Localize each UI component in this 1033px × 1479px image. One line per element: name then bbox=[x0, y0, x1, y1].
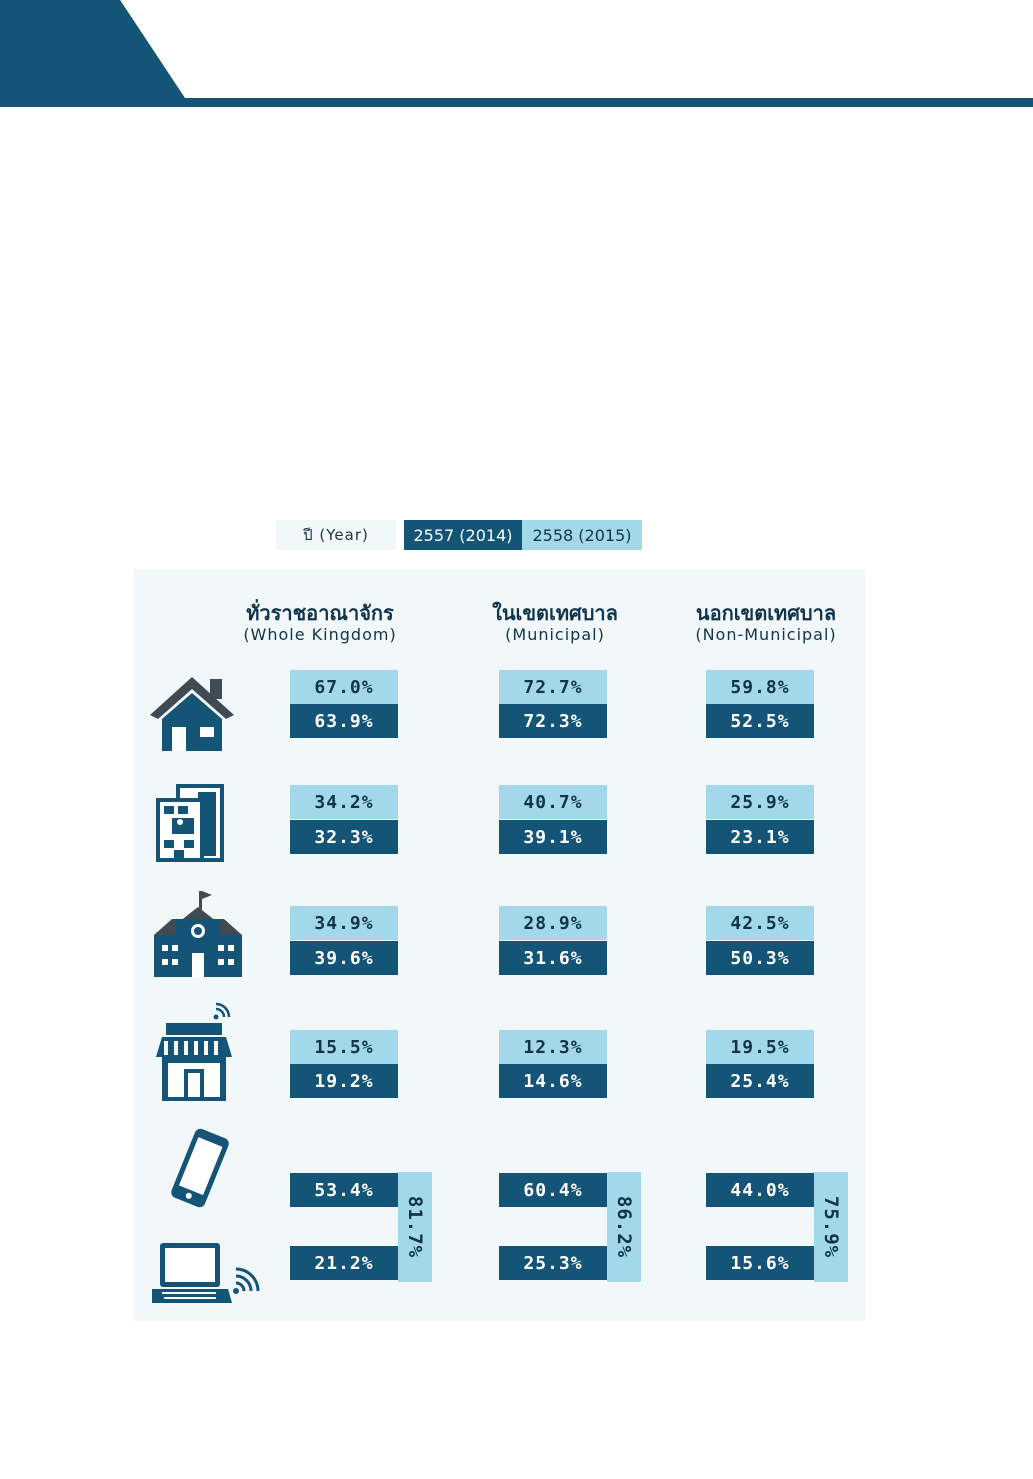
total-nonmunicipal bbox=[814, 1172, 848, 1282]
smartphone-icon bbox=[166, 1127, 238, 1211]
cell-school-nonmunicipal-2014: 42.5% bbox=[706, 906, 814, 940]
chart-panel bbox=[134, 569, 865, 1321]
cell-shop-nonmunicipal-2015: 25.4% bbox=[706, 1064, 814, 1098]
column-header-thai: ทั่วราชอาณาจักร bbox=[246, 601, 394, 625]
cell-shop-kingdom-2014: 15.5% bbox=[290, 1030, 398, 1064]
cell-house-nonmunicipal-2015: 52.5% bbox=[706, 704, 814, 738]
cell-shop-kingdom-2015: 19.2% bbox=[290, 1064, 398, 1098]
cell-office-municipal-2014: 40.7% bbox=[499, 785, 607, 819]
column-header-thai: ในเขตเทศบาล bbox=[492, 601, 618, 625]
cell-laptop-municipal: 25.3% bbox=[499, 1246, 607, 1280]
cell-house-nonmunicipal-2014: 59.8% bbox=[706, 670, 814, 704]
total-kingdom bbox=[398, 1172, 432, 1282]
cell-office-nonmunicipal-2014: 25.9% bbox=[706, 785, 814, 819]
cell-laptop-nonmunicipal: 15.6% bbox=[706, 1246, 814, 1280]
cell-office-kingdom-2015: 32.3% bbox=[290, 820, 398, 854]
school-icon bbox=[150, 889, 246, 979]
legend-year-2015: 2558 (2015) bbox=[522, 520, 642, 550]
column-header-english: (Municipal) bbox=[505, 625, 605, 644]
cell-school-nonmunicipal-2015: 50.3% bbox=[706, 941, 814, 975]
cell-shop-municipal-2015: 14.6% bbox=[499, 1064, 607, 1098]
cell-phone-nonmunicipal: 44.0% bbox=[706, 1173, 814, 1207]
cell-office-kingdom-2014: 34.2% bbox=[290, 785, 398, 819]
cell-house-municipal-2015: 72.3% bbox=[499, 704, 607, 738]
column-header-thai: นอกเขตเทศบาล bbox=[695, 601, 837, 625]
total-municipal bbox=[607, 1172, 641, 1282]
cell-house-kingdom-2014: 67.0% bbox=[290, 670, 398, 704]
total-municipal-label: 86.2% bbox=[613, 1195, 635, 1259]
cell-school-municipal-2014: 28.9% bbox=[499, 906, 607, 940]
house-icon bbox=[148, 673, 236, 753]
column-header-municipal bbox=[455, 597, 655, 644]
cell-phone-kingdom: 53.4% bbox=[290, 1173, 398, 1207]
cell-house-municipal-2014: 72.7% bbox=[499, 670, 607, 704]
cell-house-kingdom-2015: 63.9% bbox=[290, 704, 398, 738]
cell-office-municipal-2015: 39.1% bbox=[499, 820, 607, 854]
total-nonmunicipal-label: 75.9% bbox=[820, 1195, 842, 1259]
cell-phone-municipal: 60.4% bbox=[499, 1173, 607, 1207]
cell-school-kingdom-2014: 34.9% bbox=[290, 906, 398, 940]
cell-laptop-kingdom: 21.2% bbox=[290, 1246, 398, 1280]
cell-office-nonmunicipal-2015: 23.1% bbox=[706, 820, 814, 854]
cell-shop-municipal-2014: 12.3% bbox=[499, 1030, 607, 1064]
year-legend bbox=[276, 520, 642, 550]
column-header-english: (Whole Kingdom) bbox=[243, 625, 397, 644]
column-header-whole-kingdom bbox=[220, 597, 420, 644]
cell-school-kingdom-2015: 39.6% bbox=[290, 941, 398, 975]
internet-shop-icon bbox=[156, 1001, 240, 1103]
office-building-icon bbox=[154, 782, 226, 864]
legend-year-2014: 2557 (2014) bbox=[404, 520, 522, 550]
header-banner bbox=[0, 0, 1033, 108]
laptop-wifi-icon bbox=[152, 1239, 264, 1313]
cell-school-municipal-2015: 31.6% bbox=[499, 941, 607, 975]
column-header-english: (Non-Municipal) bbox=[695, 625, 837, 644]
column-header-non-municipal bbox=[666, 597, 866, 644]
total-kingdom-label: 81.7% bbox=[404, 1195, 426, 1259]
legend-label: ปี (Year) bbox=[276, 520, 396, 550]
cell-shop-nonmunicipal-2014: 19.5% bbox=[706, 1030, 814, 1064]
